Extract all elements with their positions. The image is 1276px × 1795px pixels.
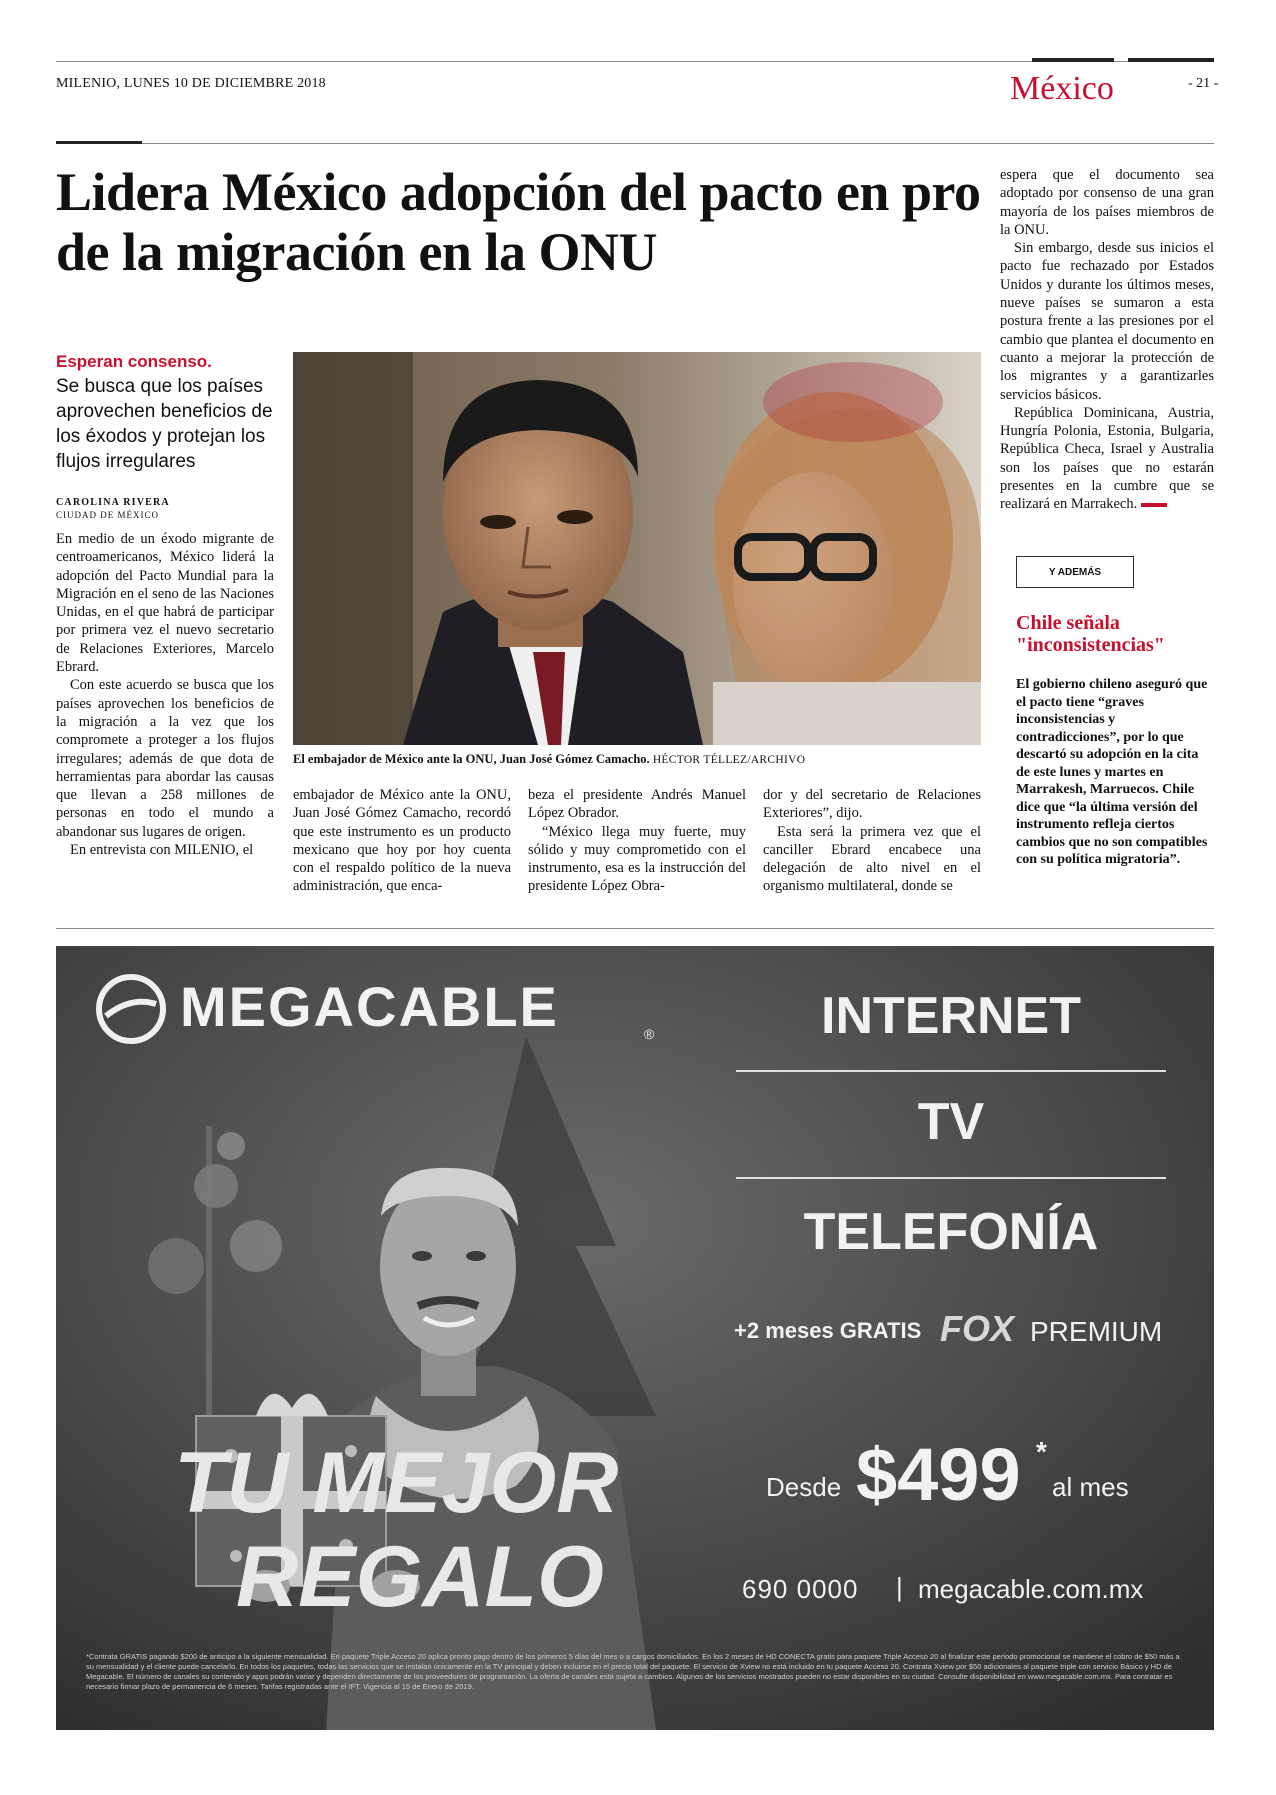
article-photo xyxy=(293,352,981,745)
section-bar xyxy=(1032,58,1114,62)
paragraph: Con este acuerdo se busca que los países aprovechen los beneficios de la migración a la vez que los compromete a proteger a los flujos irregulares; además de que dota de herramientas para abordar las causas que llevan a 258 millones de personas en todo el mundo a abandonar sus lugares de origen. xyxy=(56,677,274,840)
ad-separator: | xyxy=(896,1572,903,1602)
ad-service-tv: TV xyxy=(917,1093,985,1151)
paragraph: Sin embargo, desde sus inicios el pacto fue rechazado por Estados Unidos y durante los últimos meses, nueve países se sumaron a esta postura frente a las presiones por el cambio que plantea el documento en cuanto a mejorar la protección de los migrantes y a garantizarles servicios básicos. xyxy=(1000,240,1214,403)
fox-premium: PREMIUM xyxy=(1030,1316,1163,1347)
ad-slogan-line2: REGALO xyxy=(236,1529,604,1625)
sidebar-text: El gobierno chileno aseguró que el pacto tiene “graves inconsistencias y contradicciones”, por lo que descartó su adopción en la cita de este lunes y martes en Marrakesh, Marruecos. Chile dice que “la última versión del instrumento refleja ciertos cambios que no son compatibles con su política migratoria”. xyxy=(1016,677,1208,867)
section-name: México xyxy=(1010,70,1114,107)
paragraph: beza el presidente Andrés Manuel López Obrador. xyxy=(528,787,746,822)
ad-brand: MEGACABLE xyxy=(180,975,559,1038)
photo-caption xyxy=(293,752,993,767)
ad-price-per: al mes xyxy=(1052,1472,1129,1502)
page-number: - 21 - xyxy=(1188,76,1219,91)
ad-slogan-line1: TU MEJOR xyxy=(174,1435,619,1531)
megacable-ad xyxy=(56,946,1214,1730)
masthead-date: MILENIO, LUNES 10 DE DICIEMBRE 2018 xyxy=(56,76,326,91)
ad-rule xyxy=(56,928,1214,929)
paragraph: espera que el documento sea adoptado por consenso de una gran mayoría de los países miembros de la ONU. xyxy=(1000,167,1214,238)
paragraph: embajador de México ante la ONU, Juan José Gómez Camacho, recordó que este instrumento es un producto mexicano que hoy por hoy cuenta con el respaldo político de la nueva administración, que enca- xyxy=(293,787,511,895)
article-column-3 xyxy=(528,786,746,896)
end-mark xyxy=(1141,503,1167,507)
fox-logo: FOX xyxy=(940,1308,1015,1349)
byline-location: CIUDAD DE MÉXICO xyxy=(56,510,159,520)
sidebar-label: Y ADEMÁS xyxy=(1016,556,1134,588)
article-column-4 xyxy=(763,786,981,896)
header-bar xyxy=(56,141,142,144)
paragraph: En medio de un éxodo migrante de centroamericanos, México liderá la adopción del Pacto Mundial para la Migración en el seno de las Naciones Unidas, en el que habrá de participar por primera vez el nuevo secretario de Relaciones Exteriores, Marcelo Ebrard. xyxy=(56,531,274,676)
ad-fine-print: *Contrata GRATIS pagando $200 de anticipo a la siguiente mensualidad. En paquete Triple Acceso 20 aplica pronto pago dentro de los primeros 5 días del mes o a cargos domiciliados. En los 2 meses de HD CONECTA gratis para paquete Triple Acceso 20 al finalizar este periodo promocional se mantiene el cobro de $50 más a su mensualidad y el cliente puede cancelarlo. En todos los paquetes, todas las servicios que se instalan únicamente en la TV principal y deben incluirse en el precio total del paquete. El servicio de Xview no está incluido en tu paquete Acceso 20. Contrata Xview por $50 adicionales al paquete triple con servicio Básico y HD de Megacable. El número de canales su contenido y apps podrán variar y dependen directamente de los proveedores de programación. La oferta de canales está sujeta a cambios. Algunos de los servicios mostrados pueden no estar disponibles en su ciudad. Consulte disponibilidad en www.megacable.com.mx. Para contratar es necesario firmar plazo de permanencia de 6 meses. Tarifas registradas ante el IFT. Vigencia al 15 de Enero de 2019. xyxy=(86,1652,1180,1691)
ad-website: megacable.com.mx xyxy=(918,1574,1144,1604)
ad-promo: +2 meses GRATIS xyxy=(734,1318,922,1343)
kicker: Esperan consenso. xyxy=(56,352,212,371)
section-bar xyxy=(1128,58,1214,62)
article-column-5 xyxy=(1000,166,1214,514)
deck: Se busca que los países aprovechen beneficios de los éxodos y protejan los flujos irregulares xyxy=(56,376,273,472)
header-rule xyxy=(56,143,1214,144)
paragraph-last xyxy=(1000,404,1214,514)
ad-registered-mark: ® xyxy=(644,1026,655,1042)
ad-price-from: Desde xyxy=(766,1472,842,1502)
ad-service-telefonia: TELEFONÍA xyxy=(803,1203,1099,1261)
paragraph-text: República Dominicana, Austria, Hungría Polonia, Estonia, Bulgaria, República Checa, Israel y Australia son los países que no estarán presentes en la cumbre que se realizará en Marrakech. xyxy=(1000,404,1214,513)
paragraph: dor y del secretario de Relaciones Exteriores”, dijo. xyxy=(763,787,981,822)
article-column-1 xyxy=(56,530,274,859)
article-column-2 xyxy=(293,786,511,896)
paragraph: Esta será la primera vez que el canciller Ebrard encabece una delegación de alto nivel en el organismo multilateral, donde se xyxy=(763,823,981,895)
sidebar-title: Chile señala "inconsistencias" xyxy=(1016,612,1165,656)
headline: Lidera México adopción del pacto en pro de la migración en la ONU xyxy=(56,162,981,282)
photo-credit: HÉCTOR TÉLLEZ/ARCHIVO xyxy=(652,754,806,766)
ad-service-internet: INTERNET xyxy=(821,987,1081,1045)
ad-price: $499 xyxy=(856,1433,1021,1516)
ad-price-asterisk: * xyxy=(1036,1436,1047,1467)
ad-phone: 690 0000 xyxy=(742,1574,859,1604)
paragraph: “México llega muy fuerte, muy sólido y muy comprometido con el instrumento, esa es la instrucción del presidente López Obra- xyxy=(528,823,746,895)
byline-author: CAROLINA RIVERA xyxy=(56,497,170,508)
paragraph: En entrevista con MILENIO, el xyxy=(70,842,254,859)
caption-text: El embajador de México ante la ONU, Juan José Gómez Camacho. xyxy=(293,752,650,766)
